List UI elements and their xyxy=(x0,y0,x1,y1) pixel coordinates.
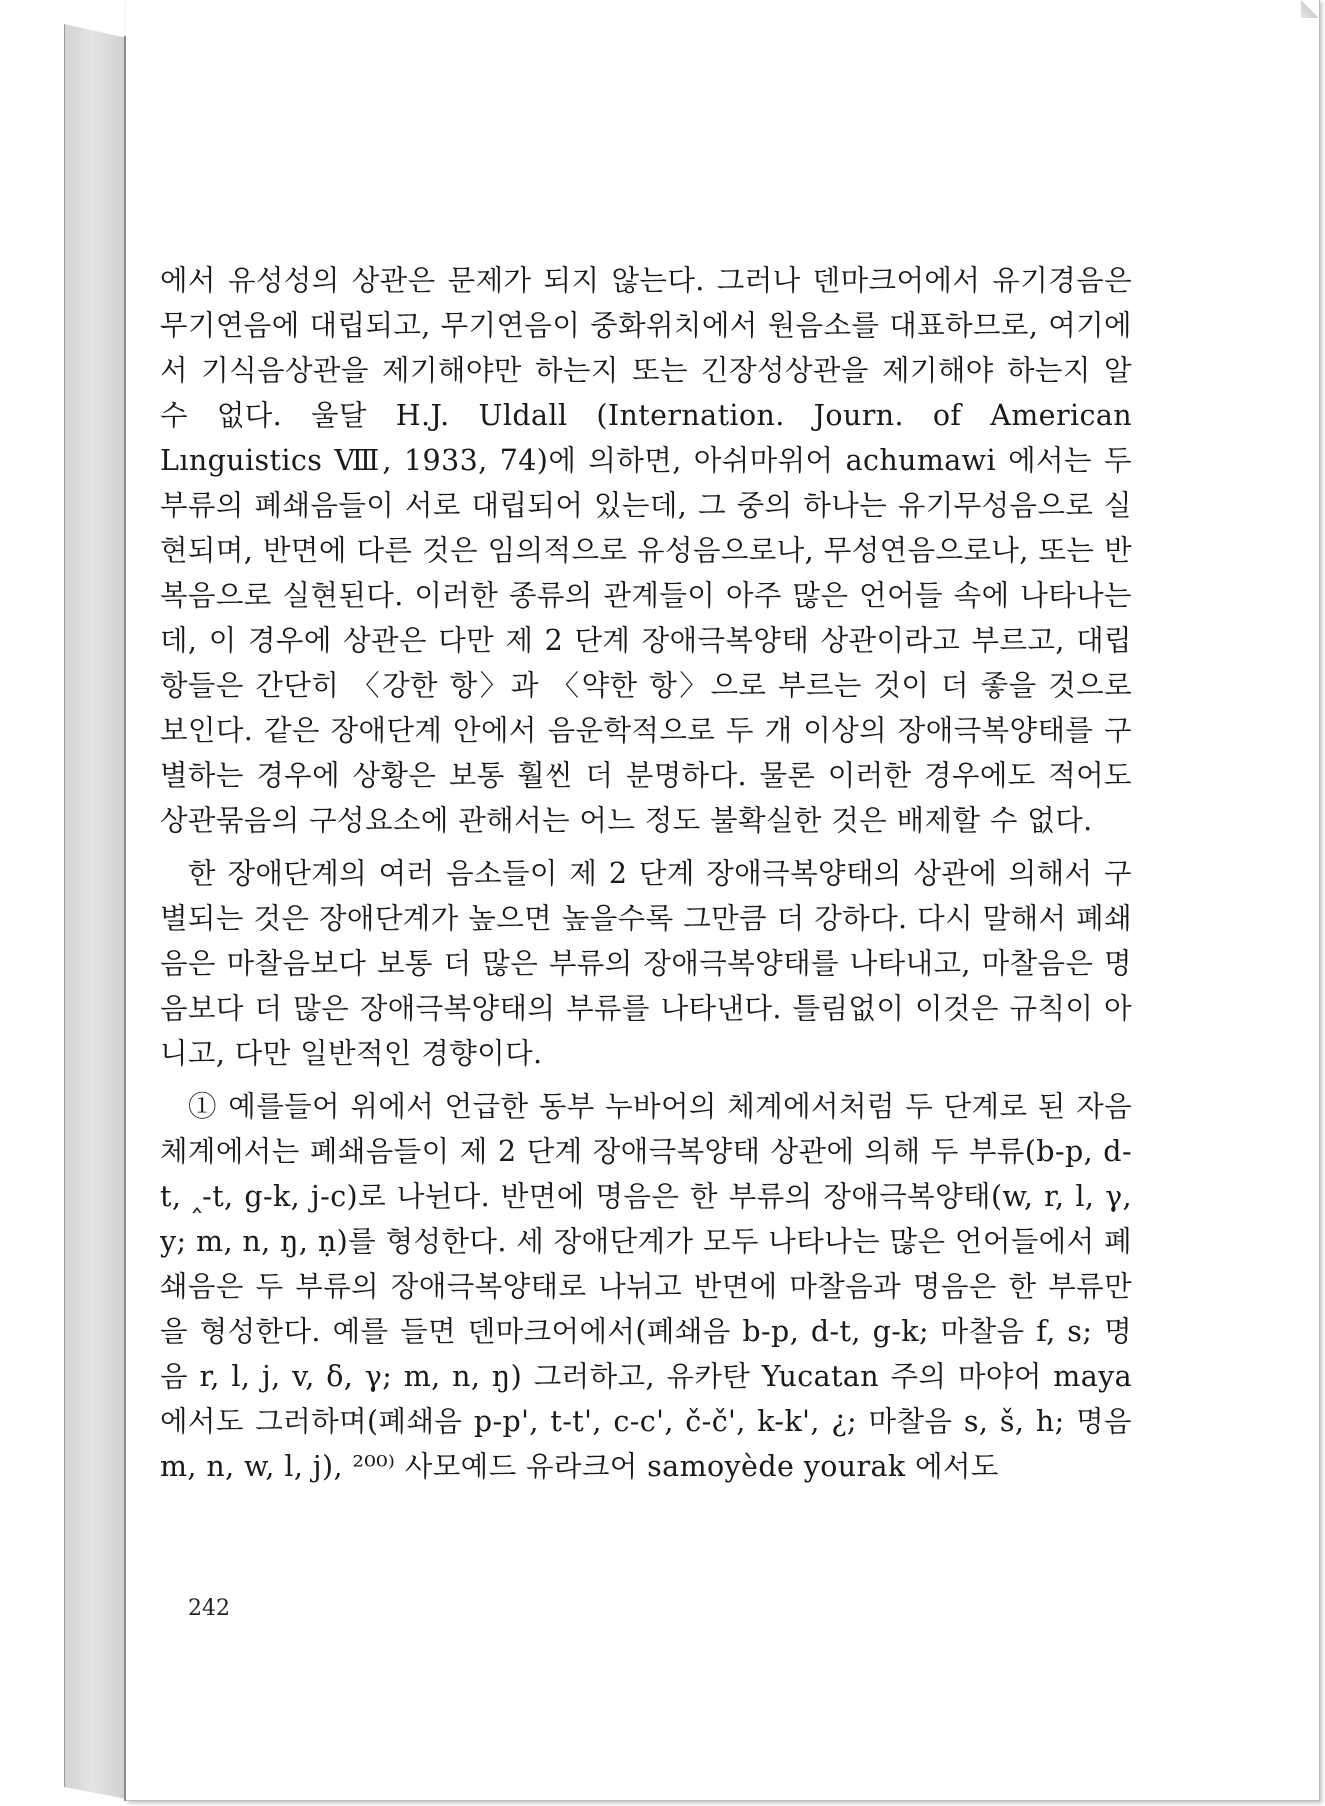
paragraph-2: 한 장애단계의 여러 음소들이 제 2 단계 장애극복양태의 상관에 의해서 구별되는 것은 장애단계가 높으면 높을수록 그만큼 더 강하다. 다시 말해서 폐쇄음은 마찰음보다 보통 더 많은 부류의 장애극복양태를 나타내고, 마찰음은 명음보다 더 많은 장애극복양태의 부류를 나타낸다. 틀림없이 이것은 규칙이 아니고, 다만 일반적인 경향이다. xyxy=(160,857,1132,1070)
body-text xyxy=(160,258,1132,1497)
paragraph-3: ① 예를들어 위에서 언급한 동부 누바어의 체계에서처럼 두 단계로 된 자음체계에서는 폐쇄음들이 제 2 단계 장애극복양태 상관에 의해 두 부류(b-p, d-t, ‸-t, g-k, j-c)로 나뉜다. 반면에 명음은 한 부류의 장애극복양태(w, r, l, γ, y; m, n, ŋ, ṇ)를 형성한다. 세 장애단계가 모두 나타나는 많은 언어들에서 폐쇄음은 두 부류의 장애극복양태로 나뉘고 반면에 마찰음과 명음은 한 부류만을 형성한다. 예를 들면 덴마크어에서(폐쇄음 b-p, d-t, g-k; 마찰음 f, s; 명음 r, l, j, v, δ, γ; m, n, ŋ) 그러하고, 유카탄 Yucatan 주의 마야어 maya 에서도 그러하며(폐쇄음 p-p', t-t', c-c', č-č', k-k', ¿; 마찰음 s, š, h; 명음 m, n, w, l, j), ²⁰⁰⁾ 사모예드 유라크어 samoyède yourak 에서도 xyxy=(160,1090,1132,1483)
paragraph-1: 에서 유성성의 상관은 문제가 되지 않는다. 그러나 덴마크어에서 유기경음은 무기연음에 대립되고, 무기연음이 중화위치에서 원음소를 대표하므로, 여기에서 기식음상관을 제기해야만 하는지 또는 긴장성상관을 제기해야 하는지 알 수 없다. 울달 H.J. Uldall (Internation. Journ. of American Lınguistics Ⅷ, 1933, 74)에 의하면, 아쉬마위어 achumawi 에서는 두 부류의 폐쇄음들이 서로 대립되어 있는데, 그 중의 하나는 유기무성음으로 실현되며, 반면에 다른 것은 임의적으로 유성음으로나, 무성연음으로나, 또는 반복음으로 실현된다. 이러한 종류의 관계들이 아주 많은 언어들 속에 나타나는데, 이 경우에 상관은 다만 제 2 단계 장애극복양태 상관이라고 부르고, 대립항들은 간단히 〈강한 항〉과 〈약한 항〉으로 부르는 것이 더 좋을 것으로 보인다. 같은 장애단계 안에서 음운학적으로 두 개 이상의 장애극복양태를 구별하는 경우에 상황은 보통 훨씬 더 분명하다. 물론 이러한 경우에도 적어도 상관묶음의 구성요소에 관해서는 어느 정도 불확실한 것은 배제할 수 없다. xyxy=(160,264,1132,837)
page-number: 242 xyxy=(188,1596,230,1621)
book-spine xyxy=(64,24,127,1799)
page-corner xyxy=(1301,0,1319,18)
